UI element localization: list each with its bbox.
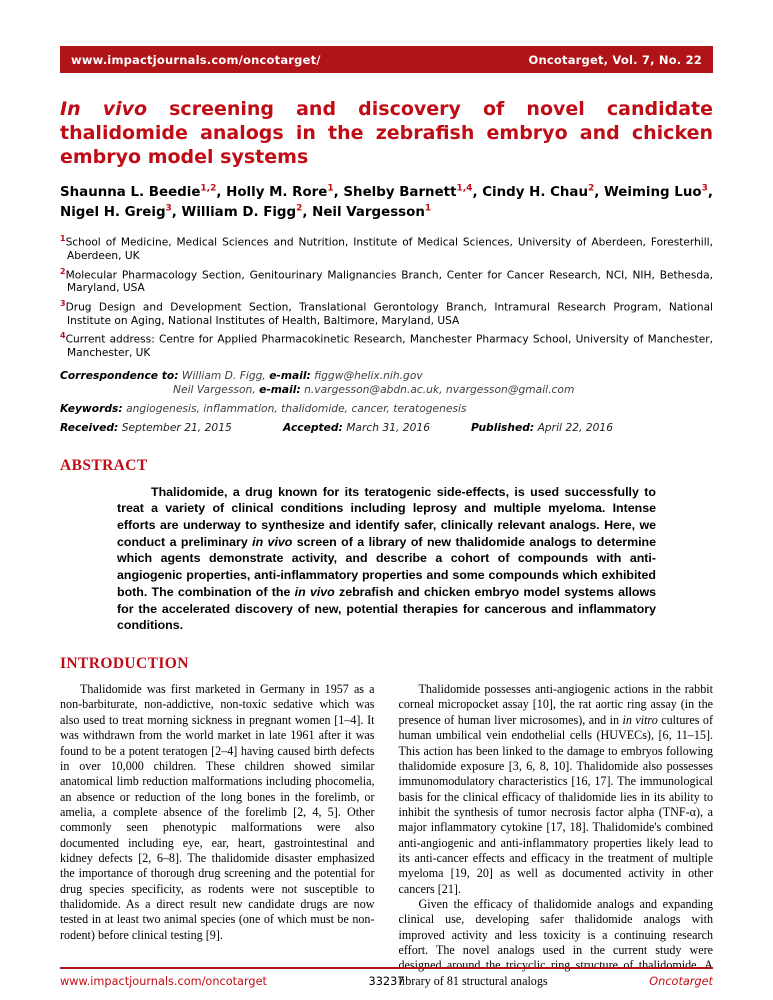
affiliation: [60, 234, 713, 263]
correspondence-block: [60, 369, 713, 397]
author-affiliation-sup: 2: [296, 203, 303, 214]
footer-divider: [60, 967, 713, 969]
author: Neil Vargesson$^1$: [312, 203, 432, 221]
keywords-text: angiogenesis, inflammation, thalidomide, cancer, teratogenesis: [122, 402, 467, 416]
author-affiliation-sup: 1,4: [456, 183, 473, 194]
introduction-heading: INTRODUCTION: [60, 655, 189, 673]
received-date: Received: September 21, 2015: [60, 421, 232, 435]
journal-volume-issue: Oncotarget, Vol. 7, No. 22: [528, 53, 702, 67]
author-list: [60, 182, 713, 223]
abstract-text: Thalidomide, a drug known for its teratogenic side-effects, is used successfully to treat a variety of clinical conditions including leprosy and multiple myeloma. Intense efforts are underway to synthesize and identify safer, clinically relevant analogs. Here, we conduct a preliminary in vivo screen of a library of new thalidomide analogs to determine which agents demonstrate activity, and describe a cohort of compounds with anti-angiogenic properties, anti-inflammatory properties and some compounds which exhibited both. The combination of the in vivo zebrafish and chicken embryo model systems allows for the accelerated discovery of new, potential therapies for cancerous and inflammatory conditions.: [117, 484, 657, 633]
correspondence-line-1: Correspondence to: William D. Figg, e-mail: figgw@helix.nih.gov: [60, 369, 423, 383]
article-title-rest: screening and discovery of novel candidate thalidomide analogs in the zebrafish embryo and chicken embryo model systems: [60, 98, 713, 168]
footer-url-link[interactable]: www.impactjournals.com/oncotarget: [60, 975, 267, 988]
author: Nigel H. Greig$^3$,: [60, 203, 182, 221]
correspondence-line-2: Neil Vargesson, e-mail: n.vargesson@abdn.ac.uk, nvargesson@gmail.com: [173, 383, 575, 397]
footer-journal-name: Oncotarget: [649, 975, 713, 988]
journal-url-link[interactable]: www.impactjournals.com/oncotarget/: [71, 53, 321, 67]
footer-row: [60, 975, 713, 988]
affiliation-number: 2: [60, 266, 66, 276]
journal-header-bar: [60, 46, 713, 73]
author-affiliation-sup: 1,2: [200, 183, 217, 194]
author: William D. Figg$^2$,: [181, 203, 313, 221]
figg-email-link[interactable]: figgw@helix.nih.gov: [310, 369, 423, 383]
author-affiliation-sup: 3: [701, 183, 708, 194]
affiliation: [60, 331, 713, 360]
author-affiliation-sup: 2: [588, 183, 595, 194]
intro-paragraph-2: Thalidomide possesses anti-angiogenic actions in the rabbit corneal micropocket assay [10], the rat aortic ring assay (in the presence of human liver microsomes), and in in vitro cultures of human umbilical vein endothelial cells (HUVECs), [6, 11–15]. This action has been linked to the damage to embryos following thalidomide exposure [3, 6, 8, 10]. Thalidomide also possesses immunomodulatory characteristics [16, 17]. The immunological basis for the clinical efficacy of thalidomide lies in its ability to inhibit the synthesis of tumor necrosis factor alpha (TNF-α), a major inflammatory cytokine [17, 18]. Thalidomide's combined anti-angiogenic and anti-inflammatory properties likely lead to its anti-cancer effects and efficacy in the treatment of multiple myeloma [19, 20] as well as documented activity in other cancers [21].: [398, 682, 714, 896]
email-label: e-mail:: [259, 383, 301, 397]
author: Shaunna L. Beedie$^{1,2}$,: [60, 183, 227, 200]
article-title-italic: In vivo: [60, 98, 148, 120]
in-vivo-italic: in vivo: [252, 534, 293, 549]
intro-paragraph-3: Given the efficacy of thalidomide analogs and expanding clinical use, developing safer thalidomide analogs with improved activity and less toxicity is a continuing research effort. The novel analogs used in the current study were designed around the tricyclic ring structure of thalidomide. A library of 81 structural analogs: [398, 896, 713, 988]
author: Holly M. Rore$^1$,: [226, 183, 344, 200]
footer-url: [60, 975, 267, 988]
keywords-line: [60, 402, 713, 416]
body-columns: [60, 682, 713, 989]
in-vitro-italic: in vitro: [622, 712, 658, 727]
right-column: [399, 682, 714, 989]
abstract-heading: ABSTRACT: [60, 456, 148, 474]
author: Weiming Luo$^3$,: [604, 183, 713, 200]
accepted-date: Accepted: March 31, 2016: [283, 421, 430, 435]
affiliation: [60, 299, 713, 328]
author: Cindy H. Chau$^2$,: [482, 183, 605, 200]
author: Shelby Barnett$^{1,4}$,: [343, 183, 483, 200]
page-number: 33237: [368, 975, 405, 988]
affiliation-number: 4: [60, 331, 66, 341]
page-footer: [60, 967, 713, 988]
correspondence-label: Correspondence to:: [60, 369, 179, 383]
affiliation-text: School of Medicine, Medical Sciences and Nutrition, Institute of Medical Sciences, University of Aberdeen, Foresterhill, Aberdeen, UK: [65, 236, 713, 263]
author-affiliation-sup: 1: [424, 203, 432, 214]
affiliation-list: [60, 234, 713, 360]
article-title: [60, 98, 713, 169]
keywords-label: Keywords:: [60, 402, 123, 416]
vargesson-email-link[interactable]: n.vargesson@abdn.ac.uk, nvargesson@gmail.com: [300, 383, 575, 397]
affiliation-number: 1: [60, 234, 66, 244]
intro-paragraph-1: Thalidomide was first marketed in Germany in 1957 as a non-barbiturate, non-addictive, non-toxic sedative which was also used to treat morning sickness in pregnant women [1–4]. It was withdrawn from the world market in late 1961 after it was found to be a potent teratogen [2–4] having caused birth defects in over 10,000 children. These children showed similar anatomical limb reduction malformations including phocomelia, an absence or reduction of the long bones in the forelimb, or amelia, a complete absence of the forelimb [2, 4, 5]. Other commonly seen phenotypic malformations were also documented including eye, ear, heart, gastrointestinal and kidney defects [2, 6–8]. The thalidomide disaster emphasized the importance of thorough drug screening and the potential for drug species specificity, as rodents were not susceptible to thalidomide. As a direct result new candidate drugs are now tested in at least two animal species (one of which must be non-rodent) before clinical testing [9].: [60, 682, 375, 942]
affiliation-text: Drug Design and Development Section, Translational Gerontology Branch, Intramural Research Program, National Institute on Aging, National Institutes of Health, Baltimore, Maryland, USA: [65, 301, 713, 327]
affiliation-text: Current address: Centre for Applied Pharmacokinetic Research, Manchester Pharmacy School, University of Manchester, Manchester, UK: [65, 333, 713, 359]
dates-line: [60, 421, 713, 435]
author-affiliation-sup: 3: [165, 203, 172, 214]
affiliation-text: Molecular Pharmacology Section, Genitourinary Malignancies Branch, Center for Cancer Research, NCI, NIH, Bethesda, Maryland, USA: [65, 269, 713, 295]
in-vivo-italic: in vivo: [294, 584, 335, 599]
affiliation: [60, 267, 713, 296]
left-column: [60, 682, 375, 989]
email-label: e-mail:: [269, 369, 311, 383]
author-affiliation-sup: 1: [327, 183, 334, 194]
published-date: Published: April 22, 2016: [471, 421, 614, 435]
affiliation-number: 3: [60, 298, 66, 308]
